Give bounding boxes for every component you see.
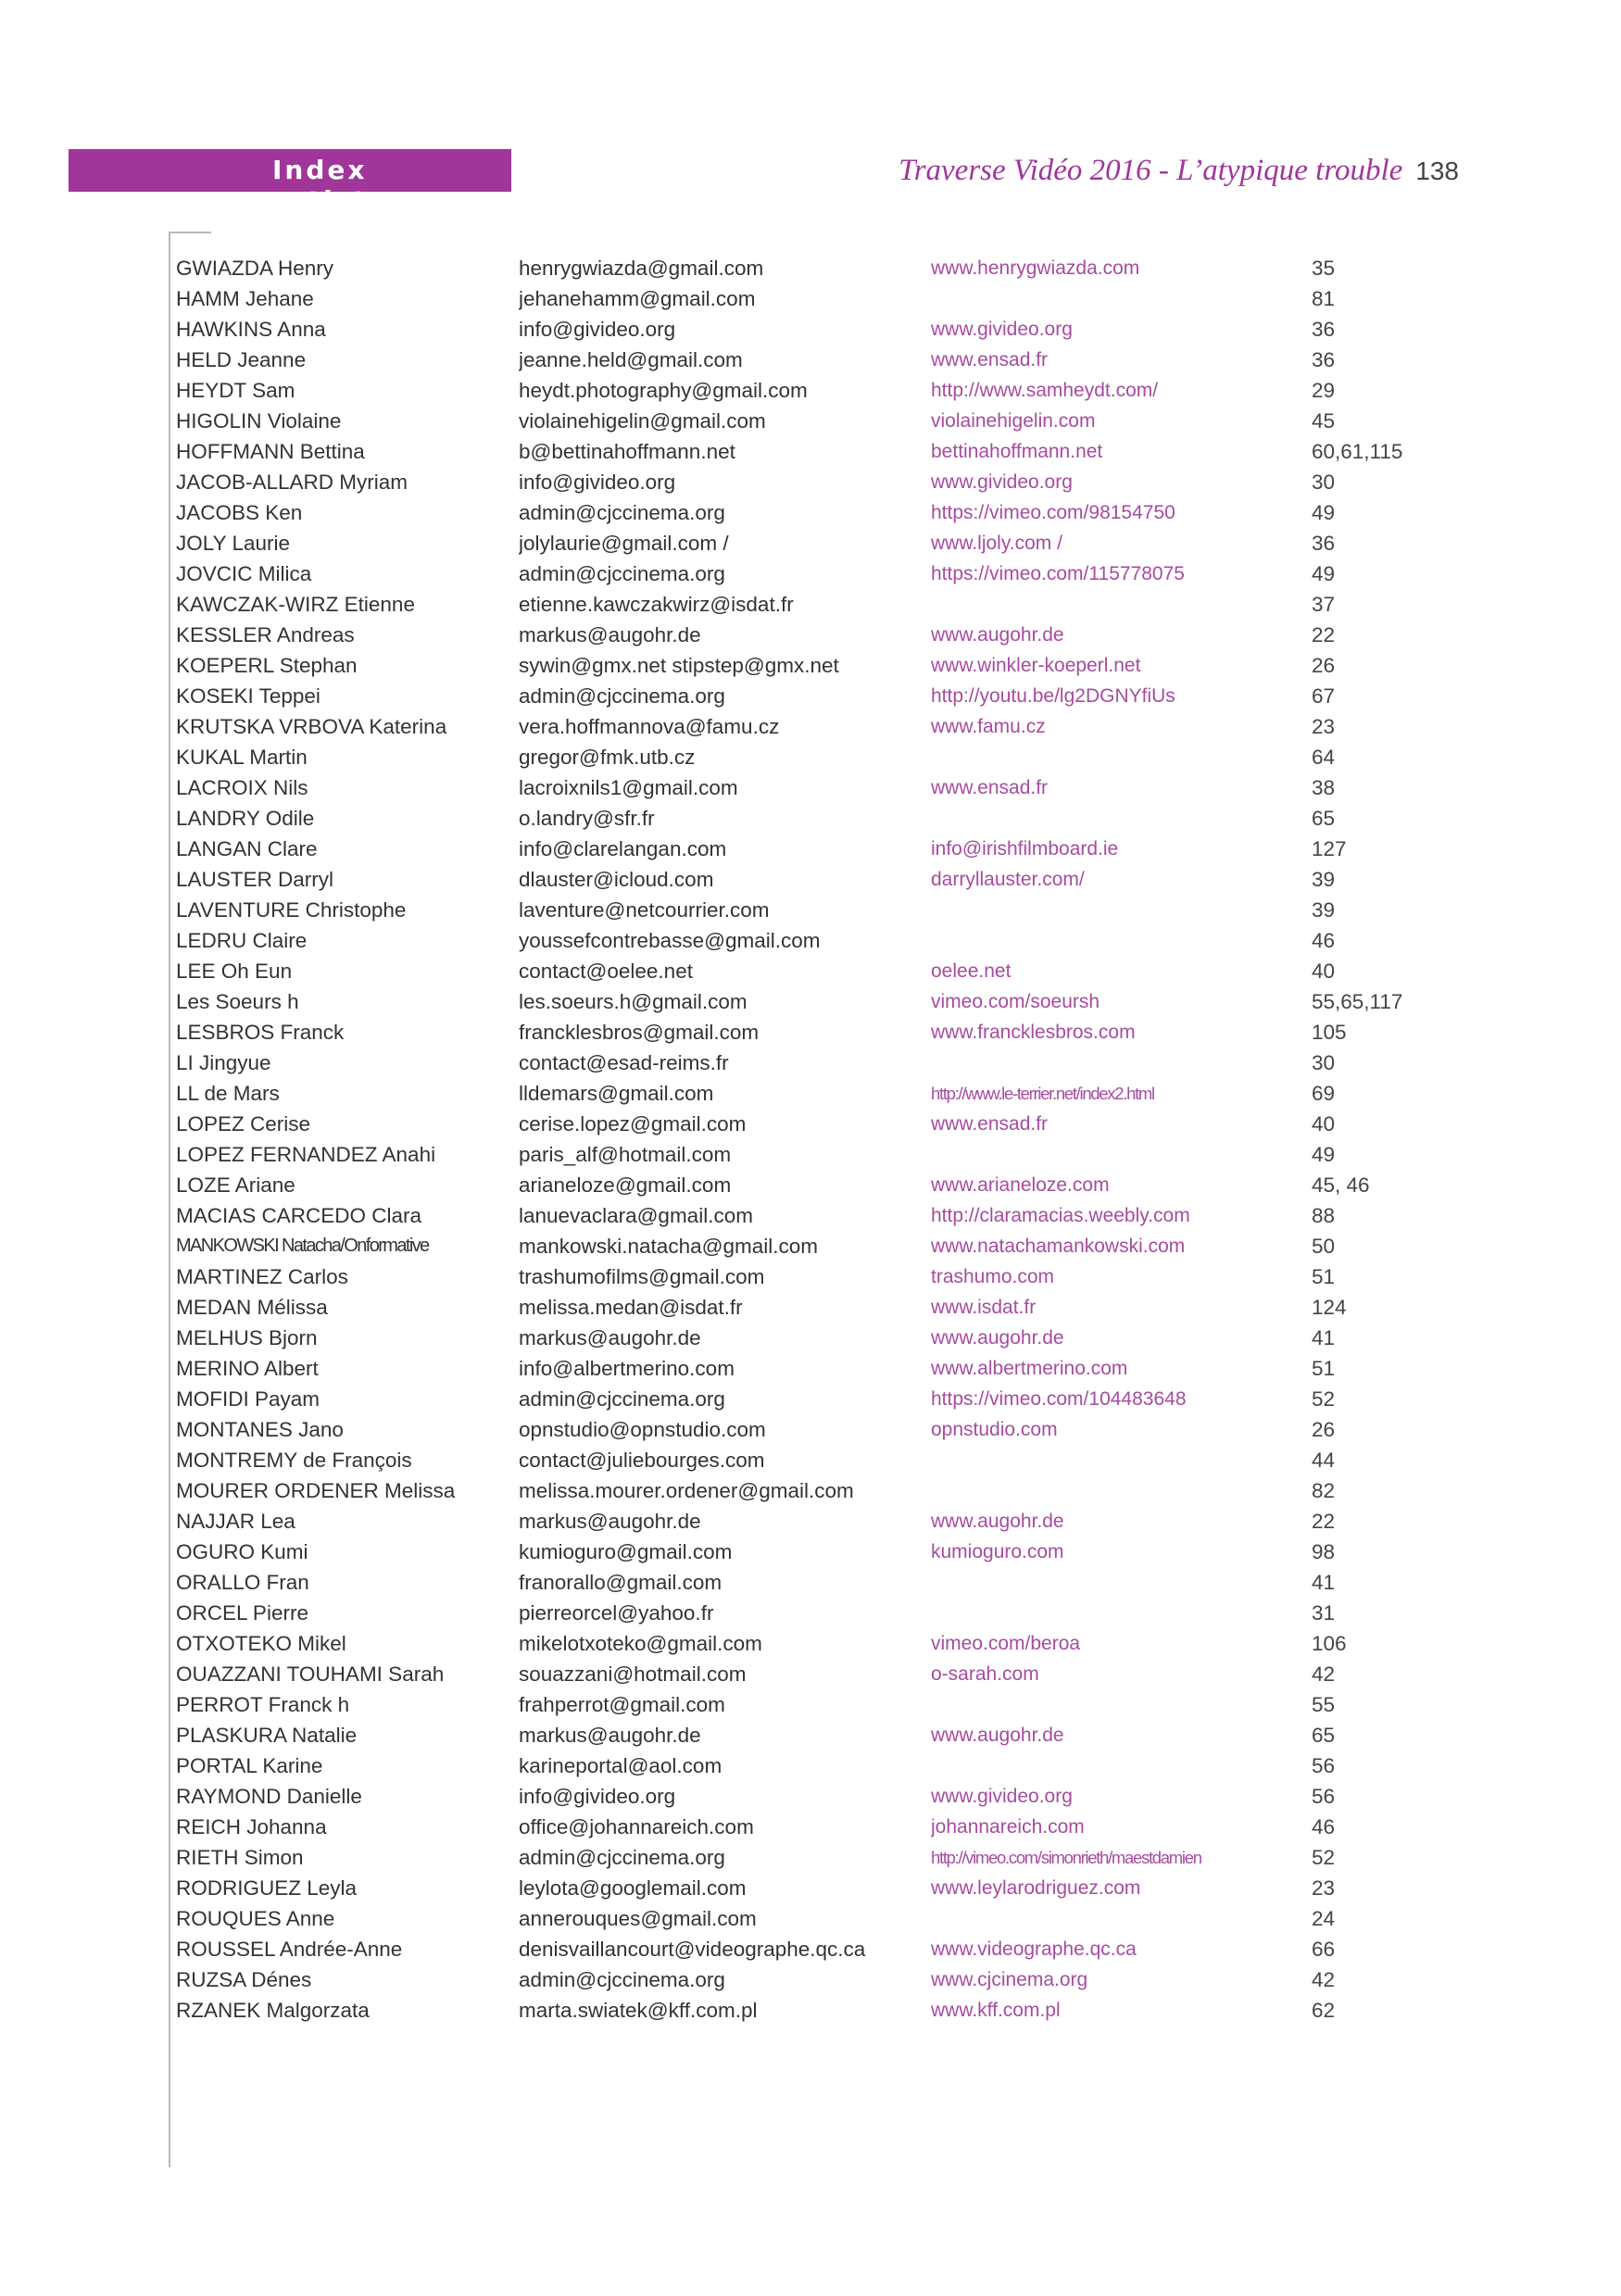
artist-index-table <box>176 253 1473 2026</box>
artist-website-link[interactable]: www.augohr.de <box>931 624 1064 646</box>
artist-name: HIGOLIN Violaine <box>176 409 342 433</box>
artist-website-link[interactable]: https://vimeo.com/104483648 <box>931 1388 1187 1410</box>
artist-row <box>176 1261 1473 1292</box>
artist-name: HAWKINS Anna <box>176 318 326 341</box>
artist-row <box>176 1506 1473 1537</box>
artist-website-link[interactable]: www.arianeloze.com <box>931 1174 1110 1196</box>
artist-email: denisvaillancourt@videographe.qc.ca <box>519 1938 866 1961</box>
artist-pages: 42 <box>1312 1968 1336 1991</box>
artist-row <box>176 1537 1473 1567</box>
artist-email: admin@cjccinema.org <box>519 1387 725 1411</box>
artist-email: opnstudio@opnstudio.com <box>519 1418 766 1441</box>
artist-pages: 31 <box>1312 1601 1336 1625</box>
artist-row <box>176 1384 1473 1414</box>
artist-row <box>176 742 1473 772</box>
artist-pages: 35 <box>1312 257 1336 280</box>
artist-name: JACOBS Ken <box>176 501 303 524</box>
artist-row <box>176 1842 1473 1873</box>
artist-email: laventure@netcourrier.com <box>519 898 770 922</box>
artist-website-link[interactable]: www.leylarodriguez.com <box>931 1877 1141 1899</box>
artist-row <box>176 1873 1473 1903</box>
artist-website-link[interactable]: darryllauster.com/ <box>931 869 1085 890</box>
artist-email: mikelotxoteko@gmail.com <box>519 1632 762 1655</box>
artist-row <box>176 1200 1473 1231</box>
artist-row <box>176 1323 1473 1353</box>
artist-website-link[interactable]: http://www.samheydt.com/ <box>931 380 1159 401</box>
margin-rule-tick <box>169 232 211 233</box>
artist-name: MERINO Albert <box>176 1357 319 1380</box>
artist-name: LOZE Ariane <box>176 1173 295 1197</box>
artist-pages: 88 <box>1312 1204 1336 1227</box>
artist-website-link[interactable]: www.videographe.qc.ca <box>931 1938 1137 1960</box>
artist-website-link[interactable]: johannareich.com <box>931 1816 1085 1838</box>
artist-pages: 51 <box>1312 1265 1336 1288</box>
artist-name: RODRIGUEZ Leyla <box>176 1876 358 1900</box>
artist-pages: 36 <box>1312 532 1336 555</box>
artist-row <box>176 1964 1473 1995</box>
artist-name: HOFFMANN Bettina <box>176 440 365 463</box>
artist-row <box>176 772 1473 803</box>
artist-row <box>176 895 1473 925</box>
artist-pages: 45, 46 <box>1312 1173 1370 1197</box>
artist-email: arianeloze@gmail.com <box>519 1173 732 1197</box>
artist-email: kumioguro@gmail.com <box>519 1540 733 1563</box>
artist-email: annerouques@gmail.com <box>519 1907 757 1930</box>
artist-row <box>176 956 1473 986</box>
artist-name: HAMM Jehane <box>176 287 314 310</box>
artist-email: markus@augohr.de <box>519 1724 701 1747</box>
artist-website-link[interactable]: www.winkler-koeperl.net <box>931 655 1141 676</box>
artist-email: office@johannareich.com <box>519 1815 754 1838</box>
artist-pages: 49 <box>1312 1143 1336 1166</box>
artist-name: RAYMOND Danielle <box>176 1785 362 1808</box>
artist-email: melissa.medan@isdat.fr <box>519 1296 743 1319</box>
artist-email: info@clarelangan.com <box>519 837 727 860</box>
artist-name: HELD Jeanne <box>176 348 307 371</box>
artist-email: admin@cjccinema.org <box>519 684 725 708</box>
artist-pages: 64 <box>1312 746 1336 769</box>
artist-website-link[interactable]: https://vimeo.com/115778075 <box>931 563 1185 584</box>
artist-name: ROUSSEL Andrée-Anne <box>176 1938 403 1961</box>
artist-email: markus@augohr.de <box>519 1510 701 1533</box>
artist-pages: 106 <box>1312 1632 1347 1655</box>
artist-row <box>176 1353 1473 1384</box>
artist-name: PORTAL Karine <box>176 1754 323 1777</box>
artist-pages: 56 <box>1312 1785 1336 1808</box>
artist-email: jehanehamm@gmail.com <box>519 287 756 310</box>
artist-email: pierreorcel@yahoo.fr <box>519 1601 714 1625</box>
artist-row <box>176 711 1473 742</box>
artist-email: dlauster@icloud.com <box>519 868 714 891</box>
artist-pages: 66 <box>1312 1938 1336 1961</box>
artist-name: MOURER ORDENER Melissa <box>176 1479 456 1502</box>
artist-email: les.soeurs.h@gmail.com <box>519 990 748 1013</box>
artist-name: LOPEZ Cerise <box>176 1112 311 1135</box>
artist-website-link[interactable]: http://youtu.be/lg2DGNYfiUs <box>931 685 1175 707</box>
artist-website-link[interactable]: www.famu.cz <box>931 716 1046 737</box>
artist-name: ORALLO Fran <box>176 1571 309 1594</box>
artist-website-link[interactable]: bettinahoffmann.net <box>931 441 1103 462</box>
artist-row <box>176 925 1473 956</box>
artist-name: OTXOTEKO Mikel <box>176 1632 346 1655</box>
artist-row <box>176 467 1473 497</box>
artist-pages: 81 <box>1312 287 1336 310</box>
artist-email: jolylaurie@gmail.com / <box>519 532 729 555</box>
artist-website-link[interactable]: oelee.net <box>931 960 1012 982</box>
artist-pages: 51 <box>1312 1357 1336 1380</box>
artist-row <box>176 253 1473 283</box>
artist-pages: 29 <box>1312 379 1336 402</box>
artist-email: cerise.lopez@gmail.com <box>519 1112 747 1135</box>
artist-row <box>176 1017 1473 1048</box>
artist-email: info@givideo.org <box>519 1785 676 1808</box>
artist-email: melissa.mourer.ordener@gmail.com <box>519 1479 854 1502</box>
artist-pages: 30 <box>1312 1051 1336 1074</box>
artist-website-link[interactable]: www.francklesbros.com <box>931 1022 1136 1043</box>
artist-pages: 60,61,115 <box>1312 440 1403 463</box>
artist-email: jeanne.held@gmail.com <box>519 348 743 371</box>
artist-email: lldemars@gmail.com <box>519 1082 714 1105</box>
artist-email: violainehigelin@gmail.com <box>519 409 766 433</box>
artist-website-link[interactable]: vimeo.com/beroa <box>931 1633 1081 1654</box>
artist-name: PLASKURA Natalie <box>176 1724 358 1747</box>
artist-name: LEE Oh Eun <box>176 960 293 983</box>
artist-email: paris_alf@hotmail.com <box>519 1143 732 1166</box>
artist-email: francklesbros@gmail.com <box>519 1021 760 1044</box>
artist-pages: 65 <box>1312 807 1336 830</box>
artist-name: RUZSA Dénes <box>176 1968 312 1991</box>
artist-email: markus@augohr.de <box>519 1326 701 1349</box>
artist-row <box>176 345 1473 375</box>
artist-name: LI Jingyue <box>176 1051 271 1074</box>
artist-name: MELHUS Bjorn <box>176 1326 318 1349</box>
artist-pages: 40 <box>1312 1112 1336 1135</box>
artist-pages: 46 <box>1312 1815 1336 1838</box>
artist-pages: 26 <box>1312 1418 1336 1441</box>
artist-pages: 65 <box>1312 1724 1336 1747</box>
artist-pages: 105 <box>1312 1021 1347 1044</box>
artist-email: admin@cjccinema.org <box>519 1846 725 1869</box>
artist-email: info@givideo.org <box>519 470 676 494</box>
artist-email: admin@cjccinema.org <box>519 1968 725 1991</box>
artist-name: KAWCZAK-WIRZ Etienne <box>176 593 415 616</box>
artist-name: OUAZZANI TOUHAMI Sarah <box>176 1662 445 1686</box>
artist-email: gregor@fmk.utb.cz <box>519 746 696 769</box>
artist-pages: 46 <box>1312 929 1336 952</box>
artist-name: MEDAN Mélissa <box>176 1296 328 1319</box>
artist-pages: 52 <box>1312 1846 1336 1869</box>
artist-website-link[interactable]: o-sarah.com <box>931 1663 1039 1685</box>
artist-website-link[interactable]: www.cjcinema.org <box>931 1969 1088 1990</box>
artist-email: lanuevaclara@gmail.com <box>519 1204 753 1227</box>
artist-email: trashumofilms@gmail.com <box>519 1265 765 1288</box>
artist-row <box>176 589 1473 620</box>
artist-website-link[interactable]: http://claramacias.weebly.com <box>931 1205 1190 1226</box>
artist-pages: 67 <box>1312 684 1336 708</box>
section-header-band <box>69 149 511 216</box>
artist-name: LAUSTER Darryl <box>176 868 334 891</box>
artist-name: LAVENTURE Christophe <box>176 898 407 922</box>
artist-website-link[interactable]: www.isdat.fr <box>931 1297 1037 1318</box>
artist-email: leylota@googlemail.com <box>519 1876 747 1900</box>
artist-name: REICH Johanna <box>176 1815 327 1838</box>
artist-website-link[interactable]: www.givideo.org <box>931 1786 1073 1807</box>
artist-website-link[interactable]: http://vimeo.com/simonrieth/maestdamien <box>931 1848 1201 1867</box>
artist-email: markus@augohr.de <box>519 623 701 646</box>
artist-pages: 50 <box>1312 1235 1336 1258</box>
artist-row <box>176 1750 1473 1781</box>
artist-website-link[interactable]: opnstudio.com <box>931 1419 1058 1440</box>
artist-name: MARTINEZ Carlos <box>176 1265 348 1288</box>
artist-row <box>176 436 1473 467</box>
artist-pages: 44 <box>1312 1449 1336 1472</box>
artist-email: contact@esad-reims.fr <box>519 1051 729 1074</box>
artist-row <box>176 1903 1473 1934</box>
artist-row <box>176 528 1473 558</box>
artist-email: contact@juliebourges.com <box>519 1449 765 1472</box>
page-number: 138 <box>1415 157 1459 185</box>
artist-row <box>176 1567 1473 1598</box>
artist-pages: 52 <box>1312 1387 1336 1411</box>
artist-email: frahperrot@gmail.com <box>519 1693 725 1716</box>
artist-row <box>176 986 1473 1017</box>
artist-row <box>176 1139 1473 1170</box>
artist-email: admin@cjccinema.org <box>519 562 725 585</box>
artist-name: LOPEZ FERNANDEZ Anahi <box>176 1143 436 1166</box>
artist-pages: 39 <box>1312 868 1336 891</box>
artist-email: lacroixnils1@gmail.com <box>519 776 738 799</box>
artist-website-link[interactable]: www.augohr.de <box>931 1327 1064 1349</box>
artist-website-link[interactable]: www.albertmerino.com <box>931 1358 1128 1379</box>
artist-pages: 98 <box>1312 1540 1336 1563</box>
artist-pages: 36 <box>1312 318 1336 341</box>
artist-pages: 39 <box>1312 898 1336 922</box>
artist-name: LEDRU Claire <box>176 929 308 952</box>
artist-row <box>176 1078 1473 1109</box>
artist-name: OGURO Kumi <box>176 1540 308 1563</box>
artist-pages: 69 <box>1312 1082 1336 1105</box>
artist-email: info@givideo.org <box>519 318 676 341</box>
artist-row <box>176 1598 1473 1628</box>
artist-email: marta.swiatek@kff.com.pl <box>519 1999 758 2022</box>
artist-row <box>176 1934 1473 1964</box>
artist-pages: 41 <box>1312 1571 1336 1594</box>
section-title: Index artistes <box>272 155 408 216</box>
artist-row <box>176 1659 1473 1689</box>
artist-name: LESBROS Franck <box>176 1021 345 1044</box>
artist-email: b@bettinahoffmann.net <box>519 440 735 463</box>
artist-email: admin@cjccinema.org <box>519 501 725 524</box>
artist-website-link[interactable]: www.natachamankowski.com <box>931 1236 1186 1257</box>
artist-email: contact@oelee.net <box>519 960 693 983</box>
artist-row <box>176 1628 1473 1659</box>
artist-row <box>176 1231 1473 1261</box>
artist-name: KRUTSKA VRBOVA Katerina <box>176 715 447 738</box>
artist-website-link[interactable]: violainehigelin.com <box>931 410 1096 432</box>
artist-website-link[interactable]: kumioguro.com <box>931 1541 1064 1562</box>
artist-email: franorallo@gmail.com <box>519 1571 723 1594</box>
artist-name: NAJJAR Lea <box>176 1510 295 1533</box>
artist-pages: 40 <box>1312 960 1336 983</box>
artist-website-link[interactable]: www.givideo.org <box>931 319 1073 340</box>
artist-row <box>176 1414 1473 1445</box>
artist-pages: 37 <box>1312 593 1336 616</box>
artist-pages: 55,65,117 <box>1312 990 1403 1013</box>
artist-name: MACIAS CARCEDO Clara <box>176 1204 422 1227</box>
artist-row <box>176 1720 1473 1750</box>
artist-website-link[interactable]: www.ljoly.com / <box>931 533 1062 554</box>
artist-name: KOEPERL Stephan <box>176 654 358 677</box>
artist-pages: 124 <box>1312 1296 1347 1319</box>
artist-pages: 23 <box>1312 1876 1336 1900</box>
artist-pages: 45 <box>1312 409 1336 433</box>
artist-row <box>176 650 1473 681</box>
artist-row <box>176 1689 1473 1720</box>
artist-name: LANGAN Clare <box>176 837 318 860</box>
artist-website-link[interactable]: www.ensad.fr <box>931 777 1049 798</box>
artist-website-link[interactable]: http://www.le-terrier.net/index2.html <box>931 1084 1154 1103</box>
artist-name: KUKAL Martin <box>176 746 308 769</box>
artist-email: karineportal@aol.com <box>519 1754 723 1777</box>
artist-name: ROUQUES Anne <box>176 1907 335 1930</box>
artist-pages: 41 <box>1312 1326 1336 1349</box>
artist-row <box>176 681 1473 711</box>
artist-name: JOVCIC Milica <box>176 562 312 585</box>
artist-website-link[interactable]: https://vimeo.com/98154750 <box>931 502 1175 523</box>
artist-name: RIETH Simon <box>176 1846 304 1869</box>
artist-pages: 56 <box>1312 1754 1336 1777</box>
artist-website-link[interactable]: www.givideo.org <box>931 471 1073 493</box>
artist-email: souazzani@hotmail.com <box>519 1662 747 1686</box>
artist-pages: 26 <box>1312 654 1336 677</box>
artist-name: RZANEK Malgorzata <box>176 1999 370 2022</box>
artist-name: MONTREMY de François <box>176 1449 412 1472</box>
artist-name: LACROIX Nils <box>176 776 308 799</box>
artist-website-link[interactable]: info@irishfilmboard.ie <box>931 838 1119 859</box>
artist-email: youssefcontrebasse@gmail.com <box>519 929 821 952</box>
artist-name: PERROT Franck h <box>176 1693 350 1716</box>
artist-row <box>176 864 1473 895</box>
artist-email: info@albertmerino.com <box>519 1357 735 1380</box>
artist-name: MONTANES Jano <box>176 1418 344 1441</box>
artist-row <box>176 1048 1473 1078</box>
artist-website-link[interactable]: www.augohr.de <box>931 1511 1064 1532</box>
artist-pages: 23 <box>1312 715 1336 738</box>
running-header <box>898 154 1459 188</box>
artist-website-link[interactable]: trashumo.com <box>931 1266 1055 1287</box>
artist-row <box>176 497 1473 528</box>
artist-name: ORCEL Pierre <box>176 1601 308 1625</box>
artist-website-link[interactable]: vimeo.com/soeursh <box>931 991 1100 1012</box>
artist-name: GWIAZDA Henry <box>176 257 334 280</box>
artist-pages: 30 <box>1312 470 1336 494</box>
artist-pages: 22 <box>1312 623 1336 646</box>
artist-email: sywin@gmx.net stipstep@gmx.net <box>519 654 839 677</box>
artist-website-link[interactable]: www.henrygwiazda.com <box>931 257 1140 279</box>
artist-pages: 55 <box>1312 1693 1336 1716</box>
artist-name: MOFIDI Payam <box>176 1387 320 1411</box>
artist-name: HEYDT Sam <box>176 379 295 402</box>
artist-email: o.landry@sfr.fr <box>519 807 655 830</box>
artist-name: KOSEKI Teppei <box>176 684 320 708</box>
artist-row <box>176 803 1473 834</box>
artist-row <box>176 1292 1473 1323</box>
artist-pages: 24 <box>1312 1907 1336 1930</box>
artist-pages: 22 <box>1312 1510 1336 1533</box>
artist-row <box>176 1475 1473 1506</box>
artist-row <box>176 406 1473 436</box>
artist-pages: 49 <box>1312 501 1336 524</box>
artist-pages: 127 <box>1312 837 1347 860</box>
artist-row <box>176 1995 1473 2026</box>
artist-row <box>176 1781 1473 1812</box>
artist-pages: 36 <box>1312 348 1336 371</box>
artist-name: JOLY Laurie <box>176 532 290 555</box>
artist-row <box>176 314 1473 345</box>
margin-rule <box>169 232 170 2167</box>
artist-pages: 42 <box>1312 1662 1336 1686</box>
artist-row <box>176 1109 1473 1139</box>
artist-name: JACOB-ALLARD Myriam <box>176 470 408 494</box>
artist-row <box>176 283 1473 314</box>
artist-website-link[interactable]: www.ensad.fr <box>931 1113 1049 1135</box>
artist-pages: 38 <box>1312 776 1336 799</box>
artist-row <box>176 558 1473 589</box>
artist-website-link[interactable]: www.kff.com.pl <box>931 2000 1061 2021</box>
artist-email: vera.hoffmannova@famu.cz <box>519 715 780 738</box>
publication-title: Traverse Vidéo 2016 - L’atypique trouble <box>898 154 1403 187</box>
artist-name: MANKOWSKI Natacha/Onformative <box>176 1236 429 1256</box>
artist-name: LANDRY Odile <box>176 807 315 830</box>
artist-website-link[interactable]: www.augohr.de <box>931 1725 1064 1746</box>
artist-email: etienne.kawczakwirz@isdat.fr <box>519 593 794 616</box>
artist-row <box>176 375 1473 406</box>
artist-row <box>176 620 1473 650</box>
artist-email: mankowski.natacha@gmail.com <box>519 1235 818 1258</box>
artist-row <box>176 1812 1473 1842</box>
artist-email: heydt.photography@gmail.com <box>519 379 808 402</box>
artist-name: KESSLER Andreas <box>176 623 355 646</box>
artist-pages: 82 <box>1312 1479 1336 1502</box>
artist-pages: 49 <box>1312 562 1336 585</box>
artist-row <box>176 1170 1473 1200</box>
artist-row <box>176 834 1473 864</box>
artist-row <box>176 1445 1473 1475</box>
artist-pages: 62 <box>1312 1999 1336 2022</box>
artist-name: Les Soeurs h <box>176 990 299 1013</box>
artist-website-link[interactable]: www.ensad.fr <box>931 349 1049 370</box>
artist-name: LL de Mars <box>176 1082 280 1105</box>
artist-email: henrygwiazda@gmail.com <box>519 257 764 280</box>
